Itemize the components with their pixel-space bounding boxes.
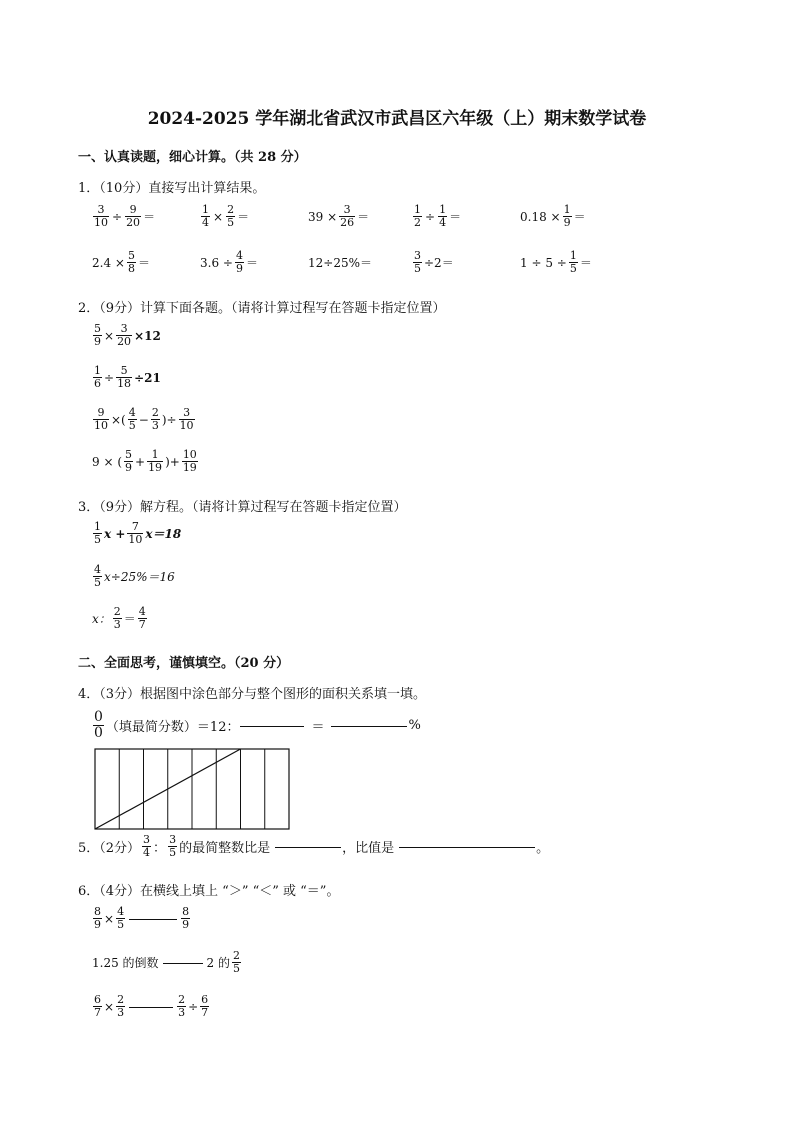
q1-r1-d: $\frac{1}{2}$ ÷ $\frac{1}{4}$ ＝ — [414, 203, 462, 229]
section-1-heading: 一、认真读题，细心计算。（共 28 分） — [78, 150, 307, 165]
q1-r1-b: $\frac{1}{4}$ × $\frac{2}{5}$ ＝ — [202, 203, 250, 229]
q2-expr-1: $\frac{5}{9}$ × $\frac{3}{20}$ ×12 — [94, 322, 161, 348]
q3-equation-3: x： 2 3 ＝ 4 7 — [92, 605, 146, 631]
q2-expr-4: 9 × ( 5 9 + $\frac{1}{19}$ )+ $\frac{10}{19}$ — [92, 448, 197, 474]
q4-fill-line: 0 0 （填最简分数）＝12： ＝ % — [94, 709, 421, 741]
q2-expr-2: $\frac{1}{6}$ ÷ $\frac{5}{18}$ ÷21 — [94, 364, 161, 390]
q1-r2-d: $\frac{3}{5}$ ÷2＝ — [414, 249, 454, 275]
q3-equation-2: 4 5 x÷25%＝16 — [94, 563, 175, 589]
q1-r1-e: 0.18 × $\frac{1}{9}$ ＝ — [520, 203, 586, 229]
q6-compare-3: $\frac{6}{7}$ × $\frac{2}{3}$ $\frac{2}{3}$ ÷ $\frac{6}{7}$ — [94, 993, 209, 1019]
q6-compare-1: $\frac{8}{9}$ × $\frac{4}{5}$ 8 9 — [94, 905, 190, 931]
q6-blank-3[interactable] — [129, 1006, 173, 1008]
q3-equation-1: 1 5 x + $\frac{7}{10}$ x＝18 — [94, 520, 182, 546]
q4-blank-2[interactable] — [331, 725, 407, 727]
q5-blank-ratio[interactable] — [275, 846, 341, 848]
q1-r2-e: 1 ÷ 5 ÷ $\frac{1}{5}$ ＝ — [520, 249, 592, 275]
page-title: 2024-2025 学年湖北省武汉市武昌区六年级（上）期末数学试卷 — [147, 109, 647, 129]
q3-label: 3．（9分）解方程。（请将计算过程写在答题卡指定位置） — [78, 500, 407, 515]
q4-blank-1[interactable] — [240, 725, 304, 727]
q1-r1-c: 39 × $\frac{3}{26}$ ＝ — [308, 203, 370, 229]
q4-label: 4．（3分）根据图中涂色部分与整个图形的面积关系填一填。 — [78, 687, 427, 702]
q6-label: 6．（4分）在横线上填上 “＞” “＜” 或 “＝”。 — [78, 884, 340, 899]
q4-shaded-figure — [94, 748, 290, 830]
q6-blank-1[interactable] — [129, 918, 177, 920]
q1-r2-b: 3.6 ÷ $\frac{4}{9}$ ＝ — [200, 249, 258, 275]
q1-r1-a: $\frac{3}{10}$ ÷ $\frac{9}{20}$ ＝ — [94, 203, 156, 229]
q6-blank-2[interactable] — [163, 962, 203, 964]
q6-compare-2: 1.25 的倒数 2 的 2 5 — [92, 949, 240, 975]
q5-line: 5．（2分） 3 4 ： 3 5 的最简整数比是 ，比值是 。 — [78, 833, 550, 859]
q5-blank-value[interactable] — [399, 846, 535, 848]
q1-r2-c: 12÷25%＝ — [308, 256, 372, 270]
q1-r2-a: 2.4 × $\frac{5}{8}$ ＝ — [92, 249, 150, 275]
q2-label: 2．（9分）计算下面各题。（请将计算过程写在答题卡指定位置） — [78, 301, 446, 316]
q1-label: 1．（10分）直接写出计算结果。 — [78, 181, 266, 196]
q2-expr-3: $\frac{9}{10}$ ×( 4 5 − $\frac{2}{3}$ )÷ $\frac{3}{10}$ — [94, 406, 194, 432]
section-2-heading: 二、全面思考，谨慎填空。（20 分） — [78, 656, 290, 671]
